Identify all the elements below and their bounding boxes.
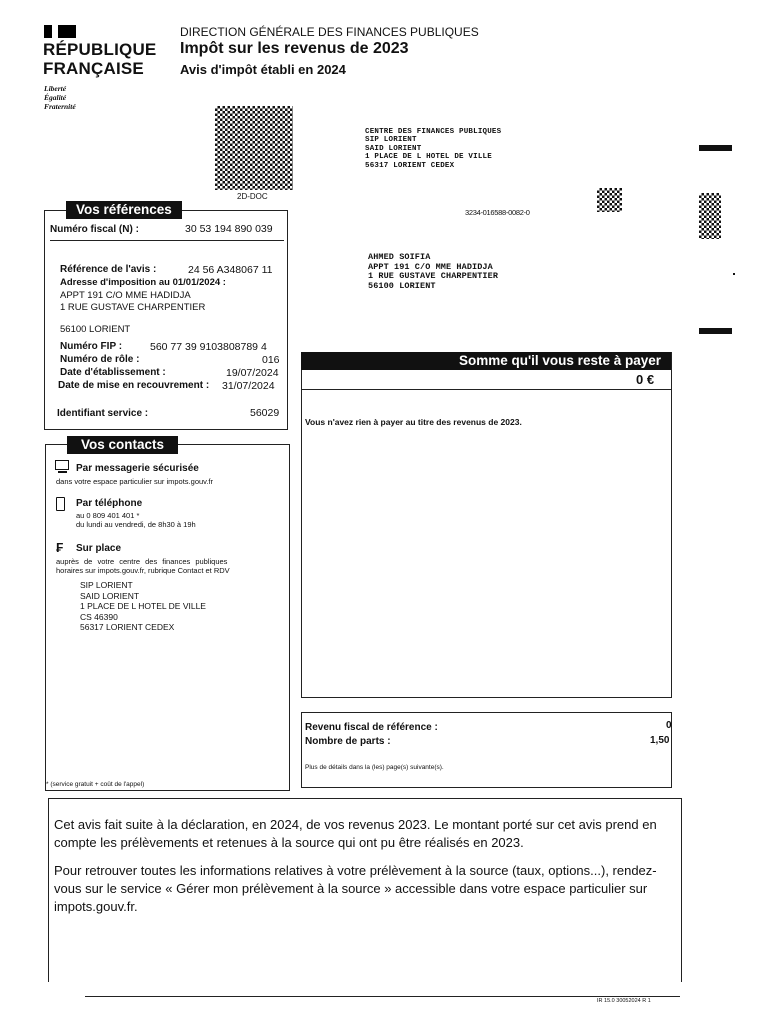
parts-label: Nombre de parts : <box>305 736 391 747</box>
address-line: 56317 LORIENT CEDEX <box>80 622 175 632</box>
references-box <box>44 210 288 430</box>
numero-fiscal-value: 30 53 194 890 039 <box>185 223 273 235</box>
messagerie-title: Par messagerie sécurisée <box>76 463 199 474</box>
numero-fiscal-label: Numéro fiscal (N) : <box>50 224 139 235</box>
surplace-text-2: horaires sur impots.gouv.fr, rubrique Contact et RDV <box>56 566 230 575</box>
rfr-value: 0 <box>666 720 672 731</box>
surplace-title: Sur place <box>76 543 122 554</box>
address-line: 1 PLACE DE L HOTEL DE VILLE <box>80 601 206 611</box>
reference-code: 3234-016588-0082-0 <box>465 208 530 217</box>
payment-title <box>301 352 671 370</box>
etablissement-value: 19/07/2024 <box>226 367 279 379</box>
address-line: 56317 LORIENT CEDEX <box>365 161 455 170</box>
telephone-hours: du lundi au vendredi, de 8h30 à 19h <box>76 520 196 529</box>
surplace-address <box>80 580 206 633</box>
republique-francaise-logo <box>43 40 156 78</box>
address-line: SIP LORIENT <box>80 580 133 590</box>
divider <box>302 389 671 390</box>
ref-avis-value: 24 56 A348067 11 <box>188 264 273 276</box>
address-line: SAID LORIENT <box>365 144 422 153</box>
motto-fraternite: Fraternité <box>44 102 76 111</box>
role-value: 016 <box>262 354 280 366</box>
recipient-line: APPT 191 C/O MME HADIDJA <box>368 261 493 272</box>
location-icon: ₣ <box>56 540 64 555</box>
recipient-line: 56100 LORIENT <box>368 280 436 291</box>
recipient-address <box>368 253 498 291</box>
marianne-logo-icon <box>44 25 96 38</box>
computer-stand-icon <box>58 471 67 473</box>
motto-liberte: Liberté <box>44 84 67 93</box>
service-label: Identifiant service : <box>57 408 149 419</box>
adresse-imposition-label: Adresse d'imposition au 01/01/2024 : <box>60 277 226 288</box>
direction-label: DIRECTION GÉNÉRALE DES FINANCES PUBLIQUES <box>180 25 479 39</box>
service-value: 56029 <box>250 407 280 419</box>
footer-code: IR 15.0 30052024 R 1 <box>597 998 651 1004</box>
adresse-line-1: APPT 191 C/O MME HADIDJA <box>60 290 191 301</box>
page-title: Impôt sur les revenus de 2023 <box>180 40 409 57</box>
phone-icon <box>56 497 65 511</box>
motto-egalite: Égalité <box>44 93 67 102</box>
small-datamatrix-icon <box>597 188 622 212</box>
adresse-line-2: 1 RUE GUSTAVE CHARPENTIER <box>60 302 206 313</box>
info-paragraph-2: Pour retrouver toutes les informations relatives à votre prélèvement à la source (taux, options...), rendez-vous sur le service « Gérer mon prélèvement à la source » accessible dans votre espace particulier sur impots.gouv.fr. <box>54 863 657 914</box>
contacts-title: Vos contacts <box>67 436 178 454</box>
datamatrix-code-icon <box>215 106 293 190</box>
payment-message: Vous n'avez rien à payer au titre des revenus de 2023. <box>305 417 522 427</box>
margin-mark <box>699 328 732 334</box>
computer-icon <box>55 460 69 470</box>
logo-line-1: RÉPUBLIQUE <box>43 40 157 59</box>
fip-label: Numéro FIP : <box>60 341 123 352</box>
payment-title-text: Somme qu'il vous reste à payer <box>458 353 661 368</box>
adresse-city: 56100 LORIENT <box>60 324 131 335</box>
divider <box>50 240 284 241</box>
bottom-rule <box>85 996 680 997</box>
address-line: SAID LORIENT <box>80 590 140 601</box>
margin-mark <box>699 145 732 151</box>
recipient-line: 1 RUE GUSTAVE CHARPENTIER <box>368 271 499 281</box>
messagerie-text: dans votre espace particulier sur impots.gouv.fr <box>56 477 214 486</box>
details-note: Plus de détails dans la (les) page(s) suivante(s). <box>305 764 444 771</box>
logo-line-2: FRANÇAISE <box>43 59 144 78</box>
tax-center-address <box>365 128 501 170</box>
fip-value: 560 77 39 9103808789 4 <box>150 341 267 353</box>
references-title: Vos références <box>66 201 182 219</box>
surplace-text-1: auprès de votre centre des finances publiques <box>56 557 228 566</box>
etablissement-label: Date d'établissement : <box>60 367 166 378</box>
recipient-name: AHMED SOIFIA <box>368 252 431 262</box>
role-label: Numéro de rôle : <box>60 354 140 365</box>
address-line: CS 46390 <box>80 611 118 622</box>
info-paragraph-1: Cet avis fait suite à la déclaration, en 2024, de vos revenus 2023. Le montant porté sur cet avis prend en compte les prélèvements et retenues à la source qui ont pu être réalisés en 2023. <box>54 817 657 850</box>
address-line: CENTRE DES FINANCES PUBLIQUES <box>365 128 502 136</box>
motto <box>44 84 76 111</box>
barcode-label: 2D-DOC <box>237 192 268 201</box>
telephone-title: Par téléphone <box>76 498 143 509</box>
contacts-footnote: * (service gratuit + coût de l'appel) <box>46 781 145 788</box>
margin-mark <box>733 273 735 275</box>
address-line: SIP LORIENT <box>365 136 417 145</box>
parts-value: 1,50 <box>650 735 670 746</box>
payment-box <box>301 352 672 698</box>
rfr-label: Revenu fiscal de référence : <box>305 722 438 733</box>
payment-amount: 0 € <box>636 372 655 387</box>
ref-avis-label: Référence de l'avis : <box>60 264 157 275</box>
recouvrement-label: Date de mise en recouvrement : <box>58 380 210 391</box>
recouvrement-value: 31/07/2024 <box>222 380 275 392</box>
margin-datamatrix-icon <box>699 193 721 239</box>
address-line: 1 PLACE DE L HOTEL DE VILLE <box>365 153 492 162</box>
telephone-number: au 0 809 401 401 * <box>76 511 140 520</box>
page-subtitle: Avis d'impôt établi en 2024 <box>180 62 346 77</box>
